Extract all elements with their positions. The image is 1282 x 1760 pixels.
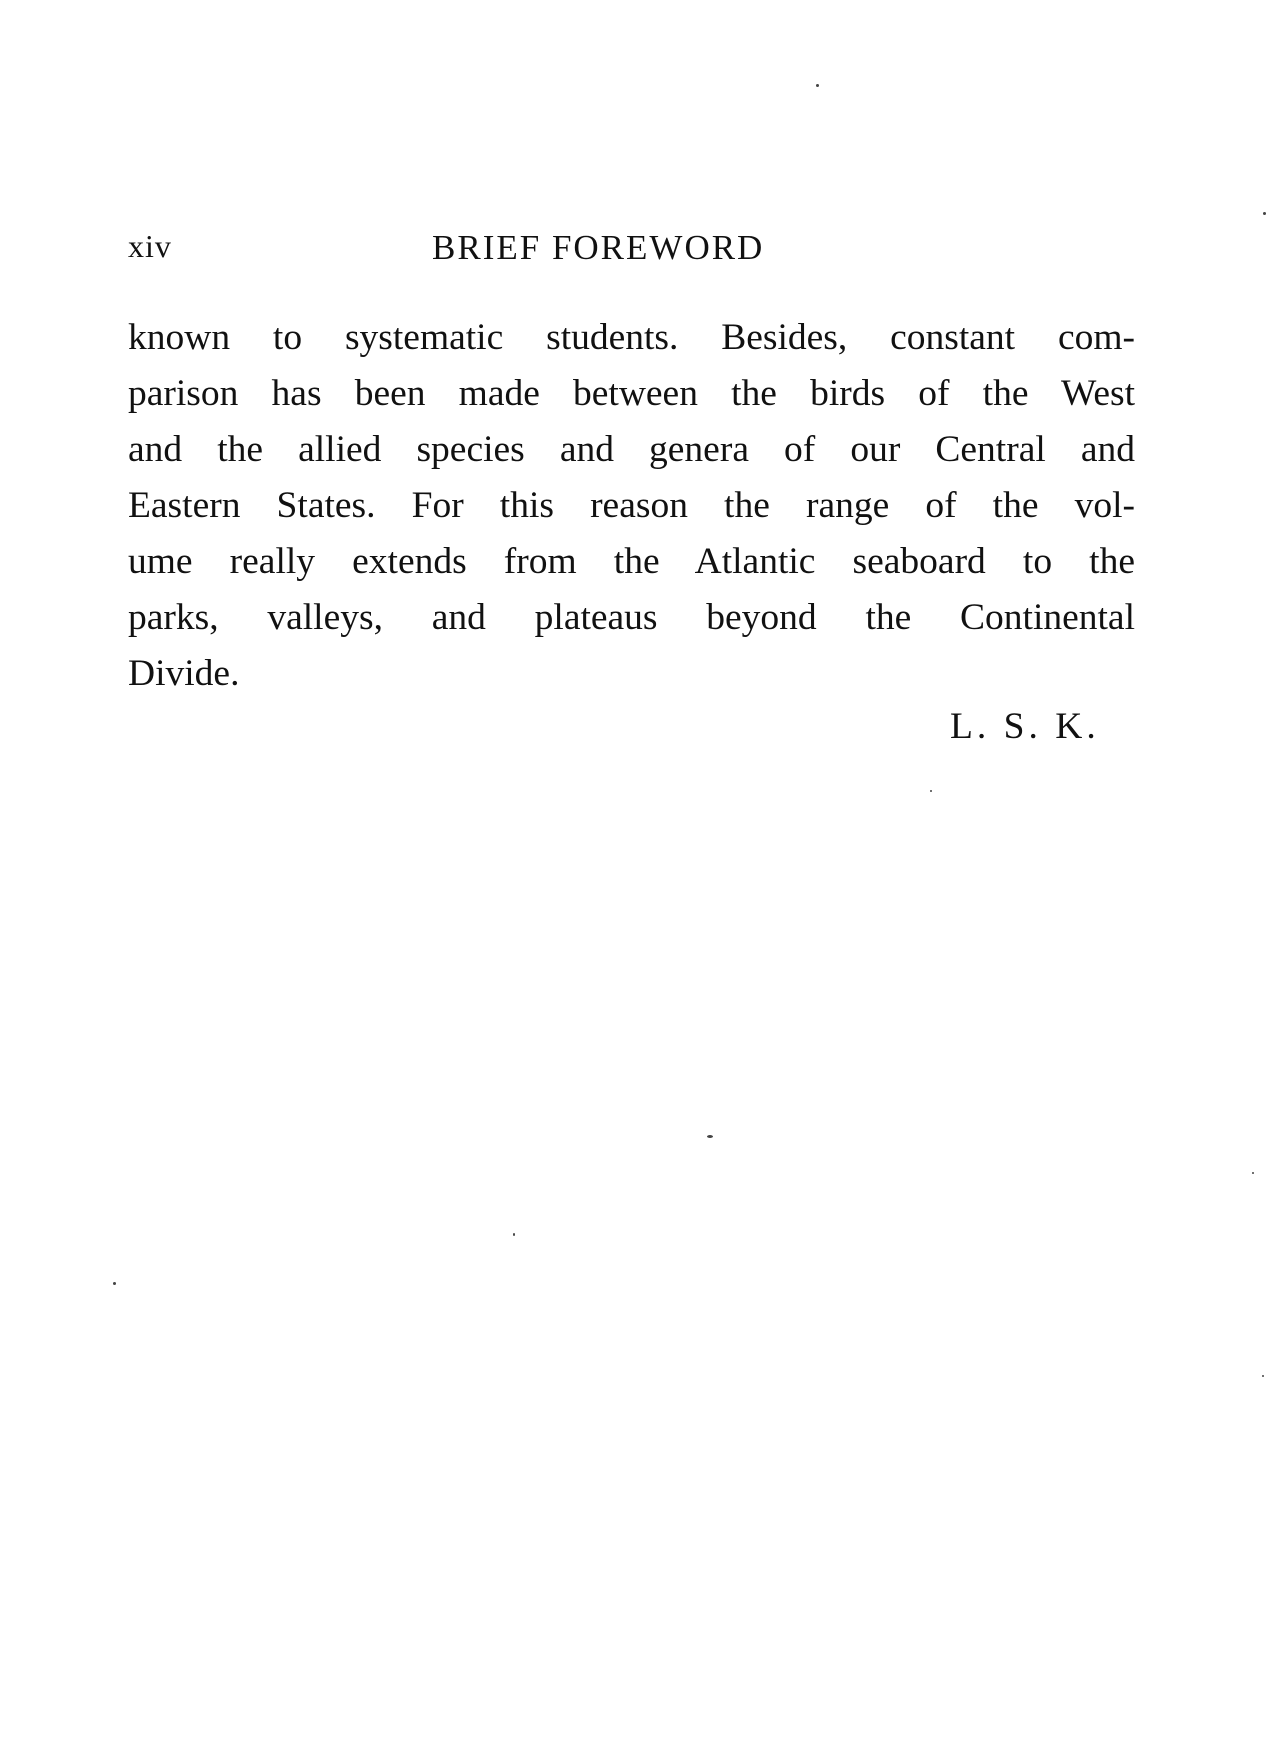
text-line: parks, valleys, and plateaus beyond the Continental [128,597,1135,638]
text-line: ume really extends from the Atlantic seaboard to the [128,541,1135,582]
text-line: parison has been made between the birds of the West [128,373,1135,414]
scan-speck [1252,1172,1254,1174]
author-initials: L. S. K. [950,706,1100,747]
scan-speck [816,84,819,87]
running-head-title: BRIEF FOREWORD [432,228,765,267]
scan-speck [1262,1375,1264,1377]
running-head [128,228,1135,272]
text-line-last: Divide. [128,653,240,694]
scan-speck [930,790,932,792]
text-line: and the allied species and genera of our Central and [128,429,1135,470]
scan-speck [113,1282,116,1285]
scan-speck [1263,212,1266,215]
foreword-paragraph [128,310,1135,702]
text-line: Eastern States. For this reason the range of the vol- [128,485,1135,526]
scan-speck [707,1135,713,1138]
page-number: xiv [128,228,172,264]
scan-speck [513,1233,515,1236]
text-line: known to systematic students. Besides, constant com- [128,317,1135,358]
